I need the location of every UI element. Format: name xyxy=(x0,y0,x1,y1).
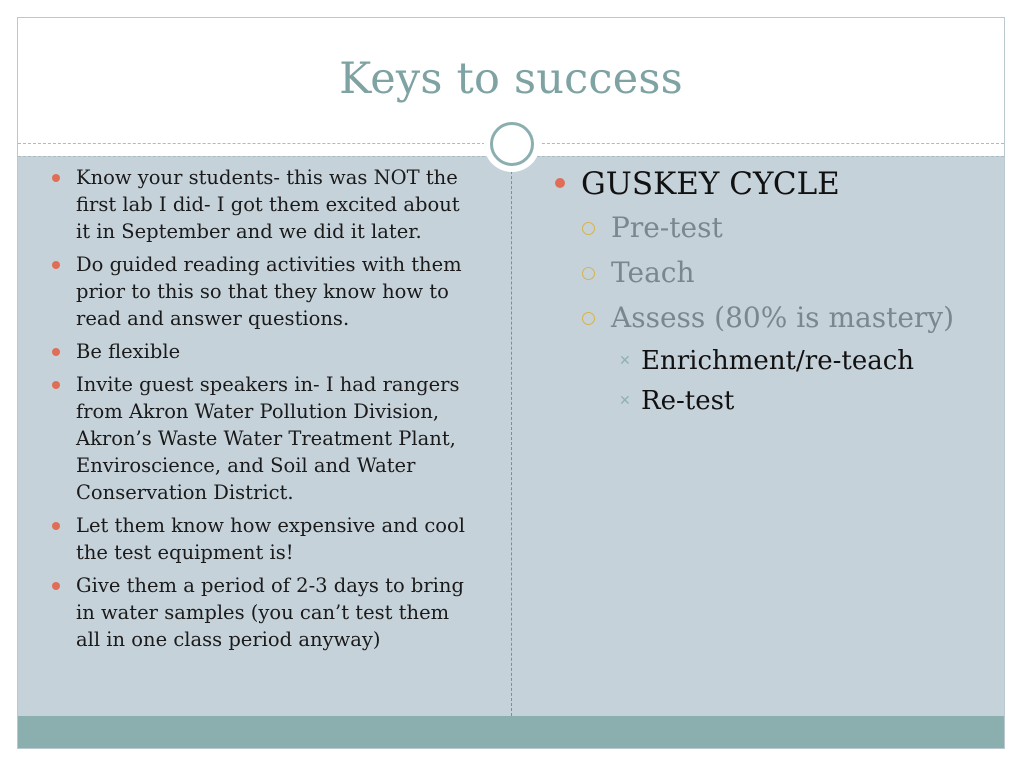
list-item xyxy=(48,572,478,653)
list-item xyxy=(48,338,478,365)
outline-step xyxy=(553,298,993,338)
outline-step xyxy=(553,253,993,293)
outline-substep-text: Enrichment/re-teach xyxy=(641,346,915,376)
list-item xyxy=(48,251,478,332)
ring-ornament-icon xyxy=(484,116,540,172)
outline-substep xyxy=(553,343,993,379)
list-item xyxy=(48,164,478,245)
circle-bullet-icon xyxy=(52,174,60,182)
circle-bullet-icon xyxy=(52,381,60,389)
ring-bullet-icon xyxy=(582,267,595,280)
column-divider xyxy=(511,156,512,716)
circle-bullet-icon xyxy=(52,348,60,356)
list-item xyxy=(48,371,478,506)
outline-substep-text: Re-test xyxy=(641,386,735,416)
ornament-ring xyxy=(490,122,534,166)
circle-bullet-icon xyxy=(555,178,565,188)
left-bullet-list xyxy=(48,164,478,659)
right-outline xyxy=(553,164,993,423)
bullet-text: Be flexible xyxy=(76,340,181,363)
outline-step xyxy=(553,208,993,248)
cross-bullet-icon: ✕ xyxy=(619,353,631,369)
outline-substep xyxy=(553,383,993,419)
slide xyxy=(17,17,1005,749)
outline-step-text: Teach xyxy=(611,256,695,289)
list-item xyxy=(48,512,478,566)
bullet-text: Invite guest speakers in- I had rangers from Akron Water Pollution Division, Akron’s Waste Water Treatment Plant, Enviroscience, and Soil and Water Conservation District. xyxy=(76,373,460,504)
cross-bullet-icon: ✕ xyxy=(619,393,631,409)
bullet-text: Do guided reading activities with them prior to this so that they know how to read and answer questions. xyxy=(76,253,462,330)
ring-bullet-icon xyxy=(582,312,595,325)
bullet-text: Let them know how expensive and cool the test equipment is! xyxy=(76,514,465,564)
outline-heading-text: GUSKEY CYCLE xyxy=(581,166,840,202)
footer-band xyxy=(18,716,1004,749)
circle-bullet-icon xyxy=(52,582,60,590)
slide-title: Keys to success xyxy=(339,54,683,104)
outline-heading xyxy=(553,164,993,204)
circle-bullet-icon xyxy=(52,261,60,269)
outline-step-text: Assess (80% is mastery) xyxy=(611,301,955,334)
outline-step-text: Pre-test xyxy=(611,211,723,244)
bullet-text: Know your students- this was NOT the first lab I did- I got them excited about it in September and we did it later. xyxy=(76,166,460,243)
bullet-text: Give them a period of 2-3 days to bring in water samples (you can’t test them all in one class period anyway) xyxy=(76,574,464,651)
circle-bullet-icon xyxy=(52,522,60,530)
ring-bullet-icon xyxy=(582,222,595,235)
